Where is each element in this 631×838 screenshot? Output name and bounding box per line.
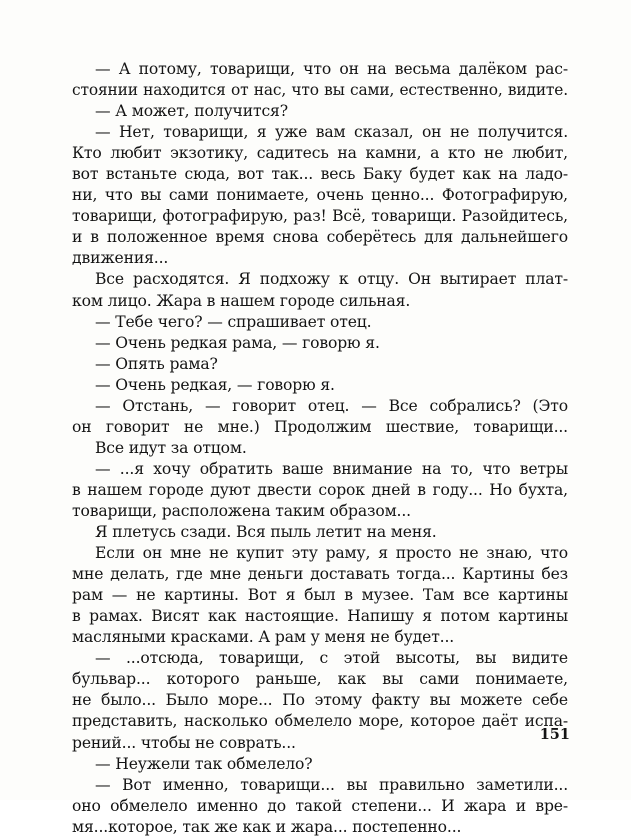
text-line: — А потому, товарищи, что он на весьма далёком рас- — [95, 60, 568, 78]
text-line: Все идут за отцом. — [95, 438, 247, 457]
text-line: бульвар... которого раньше, как вы сами понимаете, — [72, 670, 568, 689]
page-number: 151 — [539, 726, 570, 743]
text-line: ком лицо. Жара в нашем городе сильная. — [72, 291, 411, 310]
text-line: — Очень редкая, — говорю я. — [95, 375, 335, 394]
text-line: — А может, получится? — [95, 102, 288, 121]
text-line: Кто любит экзотику, садитесь на камни, а кто не любит, — [72, 144, 568, 163]
text-line: — Очень редкая рама, — говорю я. — [95, 333, 380, 352]
text-line: движения... — [72, 249, 169, 268]
text-line: вот встаньте сюда, вот так... весь Баку будет как на ладо- — [72, 165, 568, 184]
text-line: в рамах. Висят как настоящие. Напишу я потом картины — [72, 607, 568, 626]
text-line: — Тебе чего? — спрашивает отец. — [95, 312, 372, 331]
body-text — [72, 59, 568, 838]
text-line: он говорит не мне.) Продолжим шествие, товарищи... — [72, 417, 568, 436]
text-line: мя...которое, так же как и жара... постепенно... — [72, 817, 462, 836]
text-line: представить, насколько обмелело море, которое даёт испа- — [72, 712, 568, 731]
text-line: товарищи, расположена таким образом... — [72, 501, 411, 520]
text-line: товарищи, фотографирую, раз! Всё, товарищи. Разойдитесь, — [72, 207, 568, 226]
text-line: масляными красками. А рам у меня не будет... — [72, 628, 455, 647]
text-line: — Нет, товарищи, я уже вам сказал, он не получится. — [95, 123, 568, 142]
text-line: и в положенное время снова соберётесь для дальнейшего — [72, 228, 568, 247]
text-line: оно обмелело именно до такой степени... И жара и вре- — [72, 796, 568, 815]
text-line: Все расходятся. Я подхожу к отцу. Он вытирает плат- — [95, 270, 568, 289]
text-line: мне делать, где мне деньги доставать тогда... Картины без — [72, 565, 568, 584]
text-line: ни, что вы сами понимаете, очень ценно... Фотографирую, — [72, 186, 568, 205]
text-line: — ...я хочу обратить ваше внимание на то, что ветры — [95, 459, 568, 478]
text-line: не было... Было море... По этому факту вы можете себе — [72, 691, 568, 710]
text-line: рений... чтобы не соврать... — [72, 733, 296, 752]
text-line: — Неужели так обмелело? — [95, 754, 313, 773]
text-line: рам — не картины. Вот я был в музее. Там все картины — [72, 586, 568, 605]
text-line: — Вот именно, товарищи... вы правильно заметили... — [95, 775, 568, 794]
text-line: — Отстань, — говорит отец. — Все собрались? (Это — [95, 396, 568, 415]
text-line: Я плетусь сзади. Вся пыль летит на меня. — [95, 523, 437, 542]
text-line: — Опять рама? — [95, 354, 218, 373]
text-line: Если он мне не купит эту раму, я просто не знаю, что — [95, 544, 568, 563]
text-line: — ...отсюда, товарищи, с этой высоты, вы видите — [95, 649, 568, 668]
text-line: стоянии находится от нас, что вы сами, естественно, видите. — [72, 81, 568, 100]
text-line: в нашем городе дуют двести сорок дней в году... Но бухта, — [72, 480, 568, 499]
